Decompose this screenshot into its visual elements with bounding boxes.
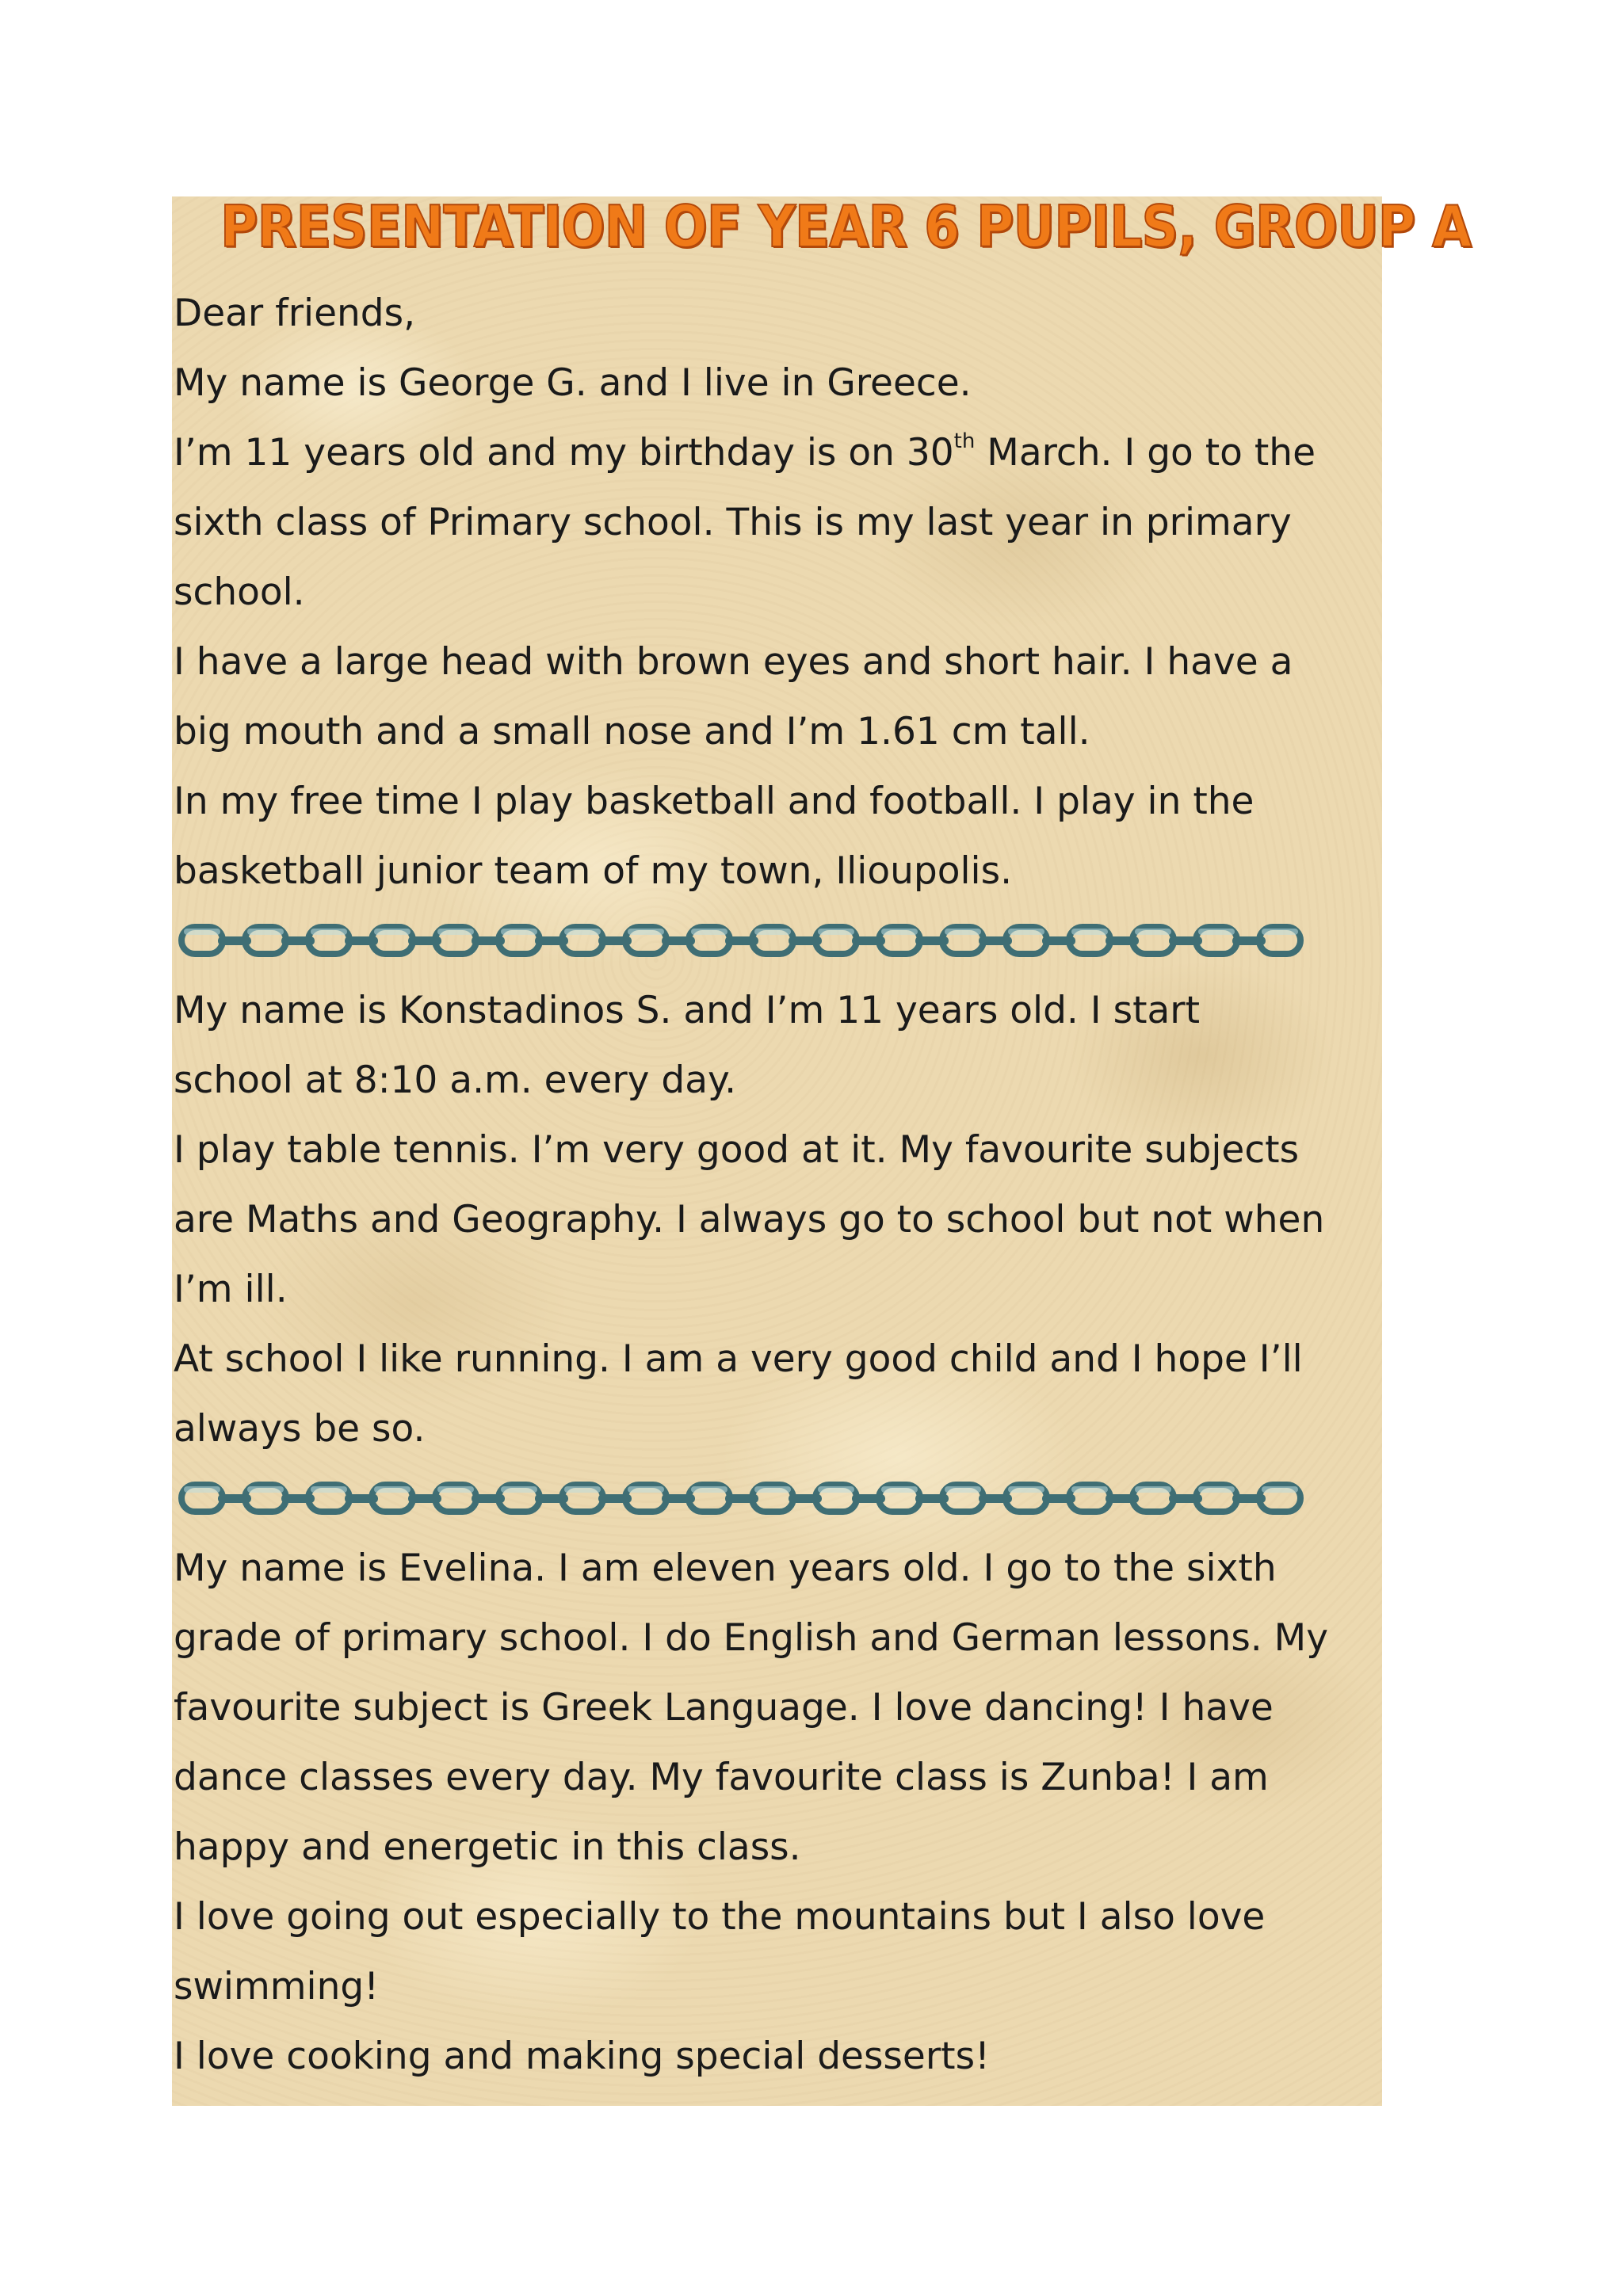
chain-link-highlight xyxy=(501,1486,537,1493)
birthday-tail: March. I go to the xyxy=(975,431,1316,475)
paragraph-line: big mouth and a small nose and I’m 1.61 cm tall. xyxy=(174,710,1090,753)
paragraph-line: always be so. xyxy=(174,1407,426,1451)
chain-link-highlight xyxy=(437,1486,474,1493)
chain-link-highlight xyxy=(754,929,791,935)
paragraph-line: dance classes every day. My favourite class is Zunba! I am xyxy=(174,1756,1269,1799)
paragraph-line: My name is Evelina. I am eleven years old. I go to the sixth xyxy=(174,1547,1277,1590)
document-body xyxy=(174,279,1378,2092)
chain-link-highlight xyxy=(1198,929,1235,935)
paragraph-line: grade of primary school. I do English and German lessons. My xyxy=(174,1616,1329,1660)
chain-link-highlight xyxy=(945,929,981,935)
chain-link-highlight xyxy=(628,1486,664,1493)
pupil-section-george xyxy=(174,349,1378,906)
ordinal-suffix: th xyxy=(953,429,976,453)
page-title: PRESENTATION OF YEAR 6 PUPILS, GROUP A xyxy=(220,193,1472,260)
chain-divider-icon xyxy=(175,1474,1324,1524)
chain-link-highlight xyxy=(1135,1486,1171,1493)
chain-link-highlight xyxy=(374,929,411,935)
paragraph-line: My name is George G. and I live in Greece. xyxy=(174,361,972,405)
paragraph-line: are Maths and Geography. I always go to school but not when xyxy=(174,1198,1325,1241)
chain-link-highlight xyxy=(374,1486,411,1493)
chain-link-highlight xyxy=(818,929,854,935)
paragraph-line: happy and energetic in this class. xyxy=(174,1825,801,1869)
chain-link-highlight xyxy=(311,1486,347,1493)
chain-link-highlight xyxy=(691,1486,727,1493)
chain-link-highlight xyxy=(1008,929,1044,935)
birthday-lead: I’m 11 years old and my birthday is on 30 xyxy=(174,431,954,475)
chain-link-highlight xyxy=(1071,1486,1108,1493)
paragraph-line: I love going out especially to the mountains but I also love xyxy=(174,1895,1266,1939)
paragraph-line: favourite subject is Greek Language. I love dancing! I have xyxy=(174,1686,1274,1730)
chain-link-highlight xyxy=(1135,929,1171,935)
paragraph-line: I love cooking and making special desserts! xyxy=(174,2035,990,2078)
paragraph-line: My name is Konstadinos S. and I’m 11 years old. I start xyxy=(174,989,1201,1032)
chain-link-highlight xyxy=(311,929,347,935)
chain-link-highlight xyxy=(1198,1486,1235,1493)
pupil-section-konstadinos xyxy=(174,976,1378,1464)
chain-link-highlight xyxy=(754,1486,791,1493)
paragraph-line: sixth class of Primary school. This is my last year in primary xyxy=(174,501,1292,544)
chain-link-highlight xyxy=(691,929,727,935)
chain-link-highlight xyxy=(881,929,918,935)
paragraph-line: I’m ill. xyxy=(174,1268,288,1311)
chain-link-highlight xyxy=(1071,929,1108,935)
pupil-section-evelina xyxy=(174,1534,1378,2092)
chain-link-highlight xyxy=(564,929,601,935)
chain-link-highlight xyxy=(247,1486,284,1493)
paragraph-line: I have a large head with brown eyes and short hair. I have a xyxy=(174,640,1293,684)
paragraph-line: At school I like running. I am a very good child and I hope I’ll xyxy=(174,1337,1303,1381)
chain-link-highlight xyxy=(247,929,284,935)
chain-link-highlight xyxy=(1262,1486,1298,1493)
chain-link-highlight xyxy=(945,1486,981,1493)
paragraph-line: school at 8:10 a.m. every day. xyxy=(174,1058,737,1102)
chain-link-highlight xyxy=(437,929,474,935)
chain-divider-icon xyxy=(175,916,1324,967)
paragraph-line: school. xyxy=(174,570,305,614)
chain-link-highlight xyxy=(818,1486,854,1493)
greeting: Dear friends, xyxy=(174,292,416,335)
chain-link-highlight xyxy=(628,929,664,935)
chain-link-highlight xyxy=(501,929,537,935)
paragraph-line: swimming! xyxy=(174,1965,380,2008)
chain-link-highlight xyxy=(184,1486,220,1493)
birthday-line xyxy=(174,418,1378,488)
chain-link-highlight xyxy=(1262,929,1298,935)
paragraph-line: I play table tennis. I’m very good at it. My favourite subjects xyxy=(174,1128,1300,1172)
paragraph-line: basketball junior team of my town, Ilioupolis. xyxy=(174,849,1013,893)
chain-link-highlight xyxy=(184,929,220,935)
chain-link-highlight xyxy=(881,1486,918,1493)
paragraph-line: In my free time I play basketball and football. I play in the xyxy=(174,780,1254,823)
chain-link-highlight xyxy=(1008,1486,1044,1493)
chain-link-highlight xyxy=(564,1486,601,1493)
